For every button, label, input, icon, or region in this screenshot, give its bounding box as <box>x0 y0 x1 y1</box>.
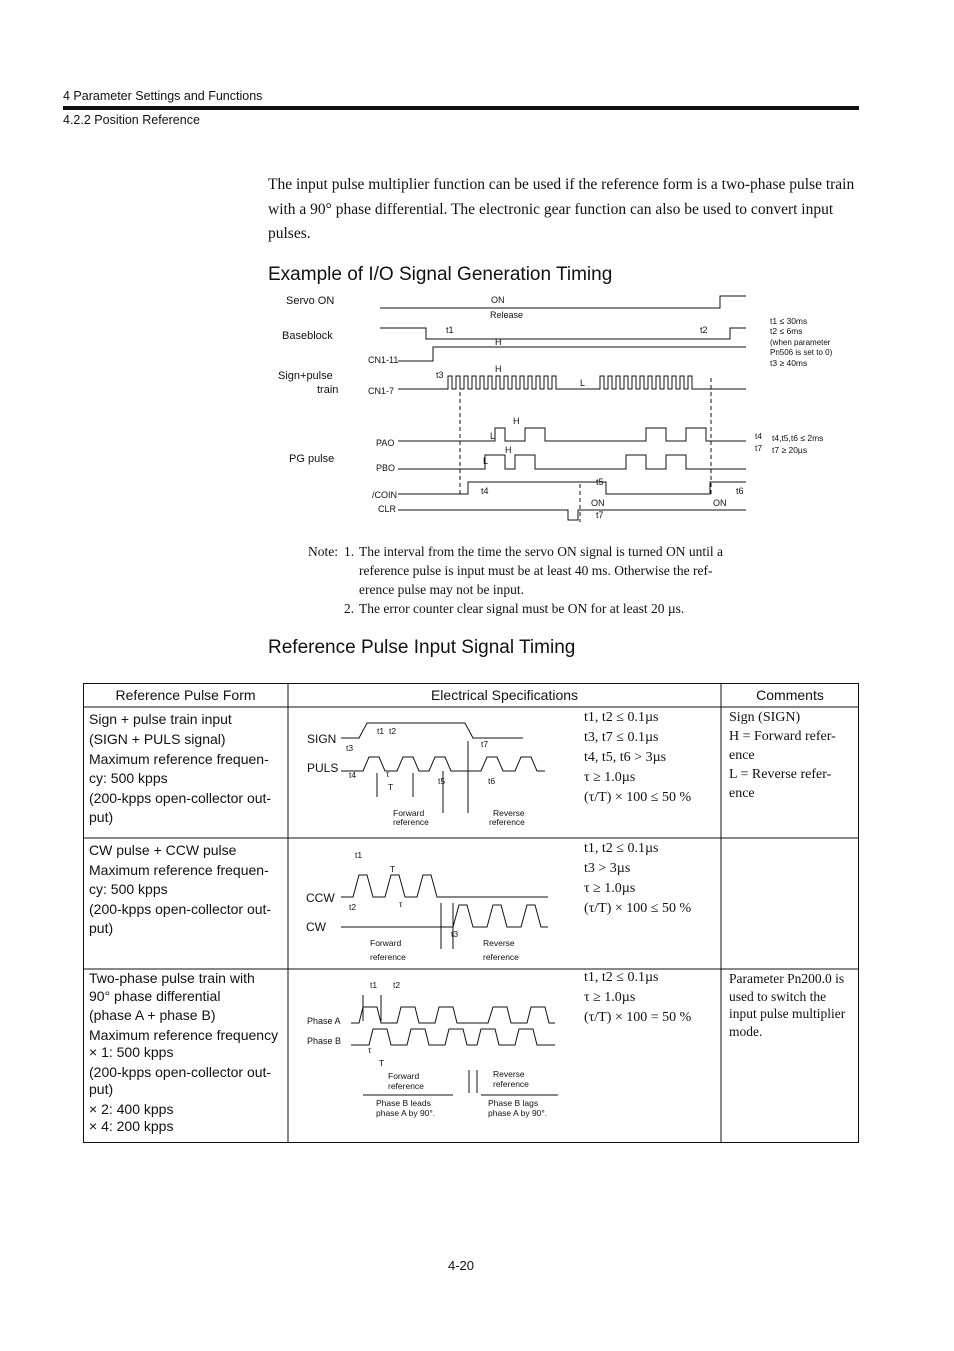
ref-title: Reference Pulse Input Signal Timing <box>268 637 576 658</box>
pbo-label: PBO <box>376 463 396 473</box>
row3-form-line: (200-kpps open-collector out- <box>89 1063 272 1080</box>
spec-t7-mark: t7 <box>755 443 763 453</box>
baseblock-label: Baseblock <box>282 330 333 342</box>
forward-ref-label: reference <box>393 817 429 827</box>
cn1-7-wave <box>398 376 746 389</box>
t7-label: t7 <box>596 510 604 520</box>
row2-form <box>89 841 285 938</box>
row3-form-line: × 1: 500 kpps <box>89 1044 174 1060</box>
phase-b-label: Phase B <box>307 1036 342 1046</box>
T-label: T <box>388 782 394 792</box>
row2-spec: τ ≥ 1.0µs <box>584 881 636 896</box>
l-label: L <box>483 456 489 466</box>
note-1-line-2: reference pulse is input must be at least 40 ms. Otherwise the ref- <box>359 563 713 578</box>
h-label: H <box>495 337 502 347</box>
cn1-11-wave <box>398 347 746 361</box>
t1-label: t1 <box>377 726 385 736</box>
sign-pulse-label-2: train <box>317 384 339 396</box>
t3-label: t3 <box>436 370 444 380</box>
row1-form-line: (SIGN + PULS signal) <box>89 731 226 747</box>
l-label: L <box>580 378 586 388</box>
t2-label: t2 <box>700 325 708 335</box>
forward-ref-label: reference <box>388 1081 424 1091</box>
note-prefix: Note: <box>308 544 338 559</box>
spec-note-2: Pn506 is set to 0) <box>770 348 833 357</box>
reference-pulse-table <box>83 683 859 1143</box>
puls-label: PULS <box>307 761 339 775</box>
phase-a-label: Phase A <box>307 1016 341 1026</box>
h-label: H <box>513 416 520 426</box>
t1-label: t1 <box>446 325 454 335</box>
t4-label: t4 <box>349 770 357 780</box>
row3-comment: Parameter Pn200.0 is <box>729 971 845 986</box>
header-comments: Comments <box>756 687 824 703</box>
note-2: The error counter clear signal must be ON for at least 20 µs. <box>359 601 685 616</box>
row3-form-line: Two-phase pulse train with <box>89 970 255 986</box>
cn1-11-label: CN1-11 <box>368 355 399 365</box>
note-2-number: 2. <box>344 601 355 616</box>
baseblock-wave <box>380 328 746 339</box>
spec-note-1: (when parameter <box>770 338 831 347</box>
row2-specs <box>584 839 691 919</box>
row1-comment: Sign (SIGN) <box>729 710 801 725</box>
reverse-label: Reverse <box>483 938 515 948</box>
t6-label: t6 <box>736 486 744 496</box>
clr-wave <box>398 510 746 520</box>
t2-label: t2 <box>393 980 401 990</box>
t2-label: t2 <box>389 726 397 736</box>
row3-form-line: × 4: 200 kpps <box>89 1118 174 1134</box>
pao-label: PAO <box>376 438 395 448</box>
lag-label: Phase B lags <box>488 1098 539 1108</box>
cn1-7-label: CN1-7 <box>368 386 395 396</box>
row1-form-line: Maximum reference frequen- <box>89 751 269 767</box>
row1-comment: L = Reverse refer- <box>729 767 832 782</box>
row2-form-line: (200-kpps open-collector out- <box>89 901 272 917</box>
row3-spec: t1, t2 ≤ 0.1µs <box>584 970 659 985</box>
puls-wave <box>341 757 545 771</box>
lead-label: Phase B leads <box>376 1098 431 1108</box>
row3-diagram <box>293 975 563 1125</box>
servo-on-wave <box>380 296 746 308</box>
row2-diagram <box>293 843 553 965</box>
on-label: ON <box>591 498 605 508</box>
intro-paragraph: The input pulse multiplier function can be used if the reference form is a two-phase pulse train with a 90° phase differential. The electronic gear function can also be used to convert input pulses. <box>268 176 855 242</box>
row3-form <box>89 970 289 1136</box>
clr-label: CLR <box>378 504 397 514</box>
servo-on-label: Servo ON <box>286 295 335 307</box>
row1-spec: t4, t5, t6 > 3µs <box>584 750 667 765</box>
spec-t1: t1 ≤ 30ms <box>770 316 808 326</box>
lead-label-2: phase A by 90°. <box>376 1108 436 1118</box>
T-label: T <box>379 1058 385 1068</box>
T-label: T <box>390 864 396 874</box>
header-rule <box>63 106 859 110</box>
t3-label: t3 <box>346 743 354 753</box>
spec-t4-mark: t4 <box>755 431 763 441</box>
row1-spec: t3, t7 ≤ 0.1µs <box>584 730 659 745</box>
t6-label: t6 <box>488 776 496 786</box>
row3-spec: (τ/T) × 100 = 50 % <box>584 1010 692 1025</box>
row2-form-line: Maximum reference frequen- <box>89 862 269 878</box>
page-number: 4-20 <box>448 1258 475 1273</box>
h-label: H <box>505 445 512 455</box>
row1-form-line: Sign + pulse train input <box>89 711 232 727</box>
row1-spec: τ ≥ 1.0µs <box>584 770 636 785</box>
row1-form-line: (200-kpps open-collector out- <box>89 790 272 806</box>
row1-specs <box>584 708 691 808</box>
io-timing-diagram <box>270 288 870 528</box>
spec-t456: t4,t5,t6 ≤ 2ms <box>772 433 824 443</box>
reverse-label: Reverse <box>493 808 525 818</box>
row1-form-line: cy: 500 kpps <box>89 770 168 786</box>
row2-spec: (τ/T) × 100 ≤ 50 % <box>584 901 692 916</box>
pao-wave <box>398 428 746 441</box>
t5-label: t5 <box>438 776 446 786</box>
coin-label: /COIN <box>372 490 398 500</box>
row3-form-line: × 2: 400 kpps <box>89 1100 174 1117</box>
row1-comment: ence <box>729 748 755 763</box>
forward-label: Forward <box>370 938 402 948</box>
reverse-label: Reverse <box>493 1069 525 1079</box>
phase-a-wave <box>351 1007 555 1023</box>
forward-ref-label: reference <box>370 952 406 962</box>
ccw-label: CCW <box>306 891 335 905</box>
tau-label: τ <box>399 899 403 909</box>
row1-comments <box>729 708 836 803</box>
row1-form-line: put) <box>89 809 114 825</box>
spec-t7: t7 ≥ 20µs <box>772 445 808 455</box>
spec-t2: t2 ≤ 6ms <box>770 326 803 336</box>
row3-form-line: 90° phase differential <box>89 987 221 1004</box>
row1-diagram <box>293 713 553 835</box>
lag-label-2: phase A by 90°. <box>488 1108 548 1118</box>
timing-title: Example of I/O Signal Generation Timing <box>268 264 613 285</box>
reverse-ref-label: reference <box>493 1079 529 1089</box>
phase-b-wave <box>351 1029 555 1045</box>
row1-spec: t1, t2 ≤ 0.1µs <box>584 710 659 725</box>
tau-label: τ <box>386 769 390 779</box>
note-1-line-3: erence pulse may not be input. <box>359 582 524 597</box>
sign-label: SIGN <box>307 732 337 746</box>
row3-specs <box>584 968 691 1028</box>
t3-label: t3 <box>451 929 459 939</box>
t4-label: t4 <box>481 486 489 496</box>
t1-label: t1 <box>370 980 378 990</box>
header-specs: Electrical Specifications <box>430 687 579 703</box>
t7-label: t7 <box>481 739 489 749</box>
ccw-wave <box>341 875 548 897</box>
pg-pulse-label: PG pulse <box>289 453 335 465</box>
notes <box>308 542 768 618</box>
row1-spec: (τ/T) × 100 ≤ 50 % <box>584 790 692 805</box>
row2-form-line: CW pulse + CCW pulse <box>89 842 237 858</box>
on-label: ON <box>713 498 727 508</box>
row3-form-line: put) <box>89 1081 114 1097</box>
t5-label: t5 <box>596 477 604 487</box>
t1-label: t1 <box>355 850 363 860</box>
reverse-ref-label: reference <box>489 817 525 827</box>
tau-label: τ <box>368 1045 372 1055</box>
row1-comment: H = Forward refer- <box>729 729 836 744</box>
note-1-line-1: The interval from the time the servo ON signal is turned ON until a <box>359 544 724 559</box>
h-label: H <box>495 364 502 374</box>
forward-label: Forward <box>393 808 425 818</box>
sign-pulse-label: Sign+pulse <box>278 370 333 382</box>
release-label: Release <box>490 310 524 320</box>
chapter-header: 4 Parameter Settings and Functions <box>63 89 263 103</box>
section-header: 4.2.2 Position Reference <box>63 113 200 127</box>
forward-label: Forward <box>388 1071 420 1081</box>
row2-form-line: cy: 500 kpps <box>89 881 168 897</box>
cw-label: CW <box>306 920 326 934</box>
row1-form <box>89 710 285 827</box>
row3-comments <box>729 970 845 1040</box>
row1-comment: ence <box>729 786 755 801</box>
note-1-number: 1. <box>344 544 355 559</box>
row3-comment: input pulse multiplier <box>729 1006 846 1021</box>
row3-form-line: (phase A + phase B) <box>89 1007 216 1023</box>
row3-comment: mode. <box>729 1023 763 1039</box>
row3-spec: τ ≥ 1.0µs <box>584 990 636 1005</box>
spec-t3: t3 ≥ 40ms <box>770 358 808 368</box>
row2-spec: t1, t2 ≤ 0.1µs <box>584 841 659 856</box>
on-label: ON <box>491 295 505 305</box>
l-label: L <box>490 431 496 441</box>
coin-wave <box>398 482 746 494</box>
row2-spec: t3 > 3µs <box>584 861 631 876</box>
pbo-wave <box>398 455 746 469</box>
reverse-ref-label: reference <box>483 952 519 962</box>
sign-wave <box>341 723 523 738</box>
row3-comment: used to switch the <box>729 988 827 1004</box>
t2-label: t2 <box>349 902 357 912</box>
header-form: Reference Pulse Form <box>115 687 256 703</box>
cw-wave <box>341 905 548 927</box>
row2-form-line: put) <box>89 920 114 936</box>
row3-form-line: Maximum reference frequency <box>89 1026 279 1043</box>
